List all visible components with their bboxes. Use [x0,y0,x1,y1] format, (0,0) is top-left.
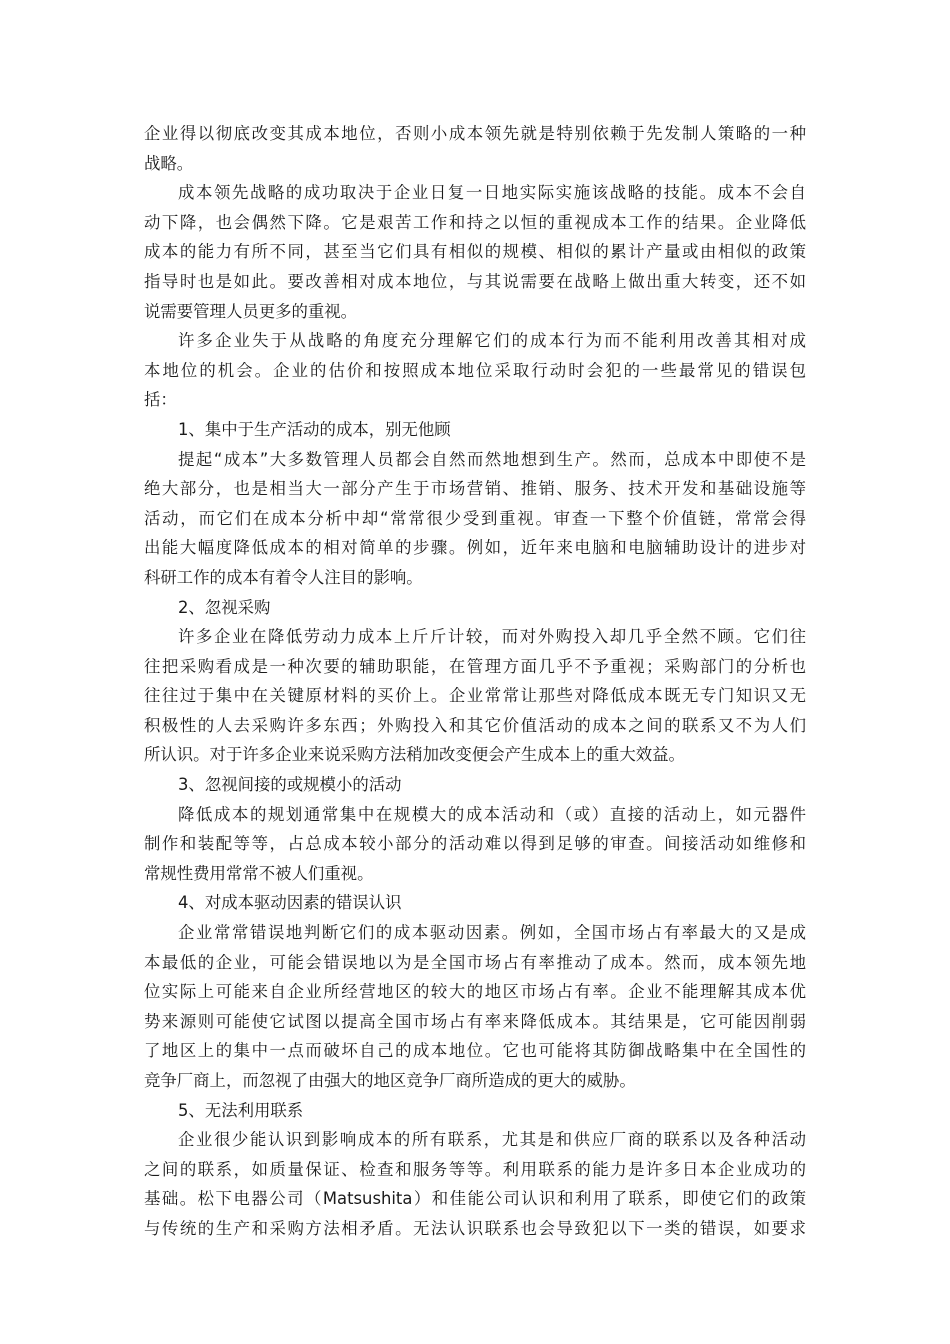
text-line: 位实际上可能来自企业所经营地区的较大的地区市场占有率。企业不能理解其成本优 [144,982,806,1002]
text-line: 成本的能力有所不同，甚至当它们具有相似的规模、相似的累计产量或由相似的政策 [144,242,806,262]
text-line: 竞争厂商上，而忽视了由强大的地区竞争厂商所造成的更大的威胁。 [144,1071,636,1090]
text-line: 势来源则可能使它试图以提高全国市场占有率来降低成本。其结果是，它可能因削弱 [144,1011,806,1031]
text-line: 2、忽视采购 [178,597,271,617]
text-line: 企业常常错误地判断它们的成本驱动因素。例如，全国市场占有率最大的又是成 [178,923,806,943]
text-line: 绝大部分，也是相当大一部分产生于市场营销、推销、服务、技术开发和基础设施等 [144,479,806,499]
text-line: 所认识。对于许多企业来说采购方法稍加改变便会产生成本上的重大效益。 [144,745,685,765]
text-line: 动下降，也会偶然下降。它是艰苦工作和持之以恒的重视成本工作的结果。企业降低 [144,212,806,232]
document-page [144,119,806,1244]
text-line: 1、集中于生产活动的成本，别无他顾 [178,419,451,439]
text-line: 成本领先战略的成功取决于企业日复一日地实际实施该战略的技能。成本不会自 [178,183,806,203]
text-line: 基础。松下电器公司（Matsushita）和佳能公司认识和利用了联系，即使它们的政策 [144,1189,806,1209]
text-line: 往往过于集中在关键原材料的买价上。企业常常让那些对降低成本既无专门知识又无 [144,686,806,706]
text-line: 说需要管理人员更多的重视。 [144,301,358,321]
text-line: 出能大幅度降低成本的相对简单的步骤。例如，近年来电脑和电脑辅助设计的进步对 [144,538,806,558]
text-line: 积极性的人去采购许多东西；外购投入和其它价值活动的成本之间的联系又不为人们 [144,715,806,735]
text-line: 4、对成本驱动因素的错误认识 [178,893,402,913]
text-line: 提起“成本”大多数管理人员都会自然而然地想到生产。然而，总成本中即使不是 [178,449,806,469]
text-line: 本最低的企业，可能会错误地以为是全国市场占有率推动了成本。然而，成本领先地 [144,952,806,972]
text-line: 企业得以彻底改变其成本地位，否则小成本领先就是特别依赖于先发制人策略的一种 [144,124,806,143]
text-line: 之间的联系，如质量保证、检查和服务等等。利用联系的能力是许多日本企业成功的 [144,1159,806,1179]
text-line: 括： [144,390,177,410]
text-line: 5、无法利用联系 [178,1100,304,1120]
text-line: 战略。 [144,153,194,173]
text-line: 与传统的生产和采购方法相矛盾。无法认识联系也会导致犯以下一类的错误，如要求 [144,1218,806,1238]
text-line: 许多企业在降低劳动力成本上斤斤计较，而对外购投入却几乎全然不顾。它们往 [178,627,806,647]
text-line: 3、忽视间接的或规模小的活动 [178,775,402,795]
text-line: 往把采购看成是一种次要的辅助职能，在管理方面几乎不予重视；采购部门的分析也 [144,656,806,676]
text-line: 降低成本的规划通常集中在规模大的成本活动和（或）直接的活动上，如元器件 [178,804,806,824]
text-line: 制作和装配等等，占总成本较小部分的活动难以得到足够的审查。间接活动如维修和 [144,834,806,854]
text-line: 了地区上的集中一点而破坏自己的成本地位。它也可能将其防御战略集中在全国性的 [144,1041,806,1061]
text-line: 本地位的机会。企业的估价和按照成本地位采取行动时会犯的一些最常见的错误包 [144,360,806,380]
text-line: 指导时也是如此。要改善相对成本地位，与其说需要在战略上做出重大转变，还不如 [144,271,806,291]
text-line: 许多企业失于从战略的角度充分理解它们的成本行为而不能利用改善其相对成 [178,331,806,351]
text-line: 常规性费用常常不被人们重视。 [144,863,374,883]
text-line: 企业很少能认识到影响成本的所有联系，尤其是和供应厂商的联系以及各种活动 [178,1130,806,1150]
text-line: 活动，而它们在成本分析中却“常常很少受到重视。审查一下整个价值链，常常会得 [144,508,806,528]
text-line: 科研工作的成本有着令人注目的影响。 [144,567,423,587]
